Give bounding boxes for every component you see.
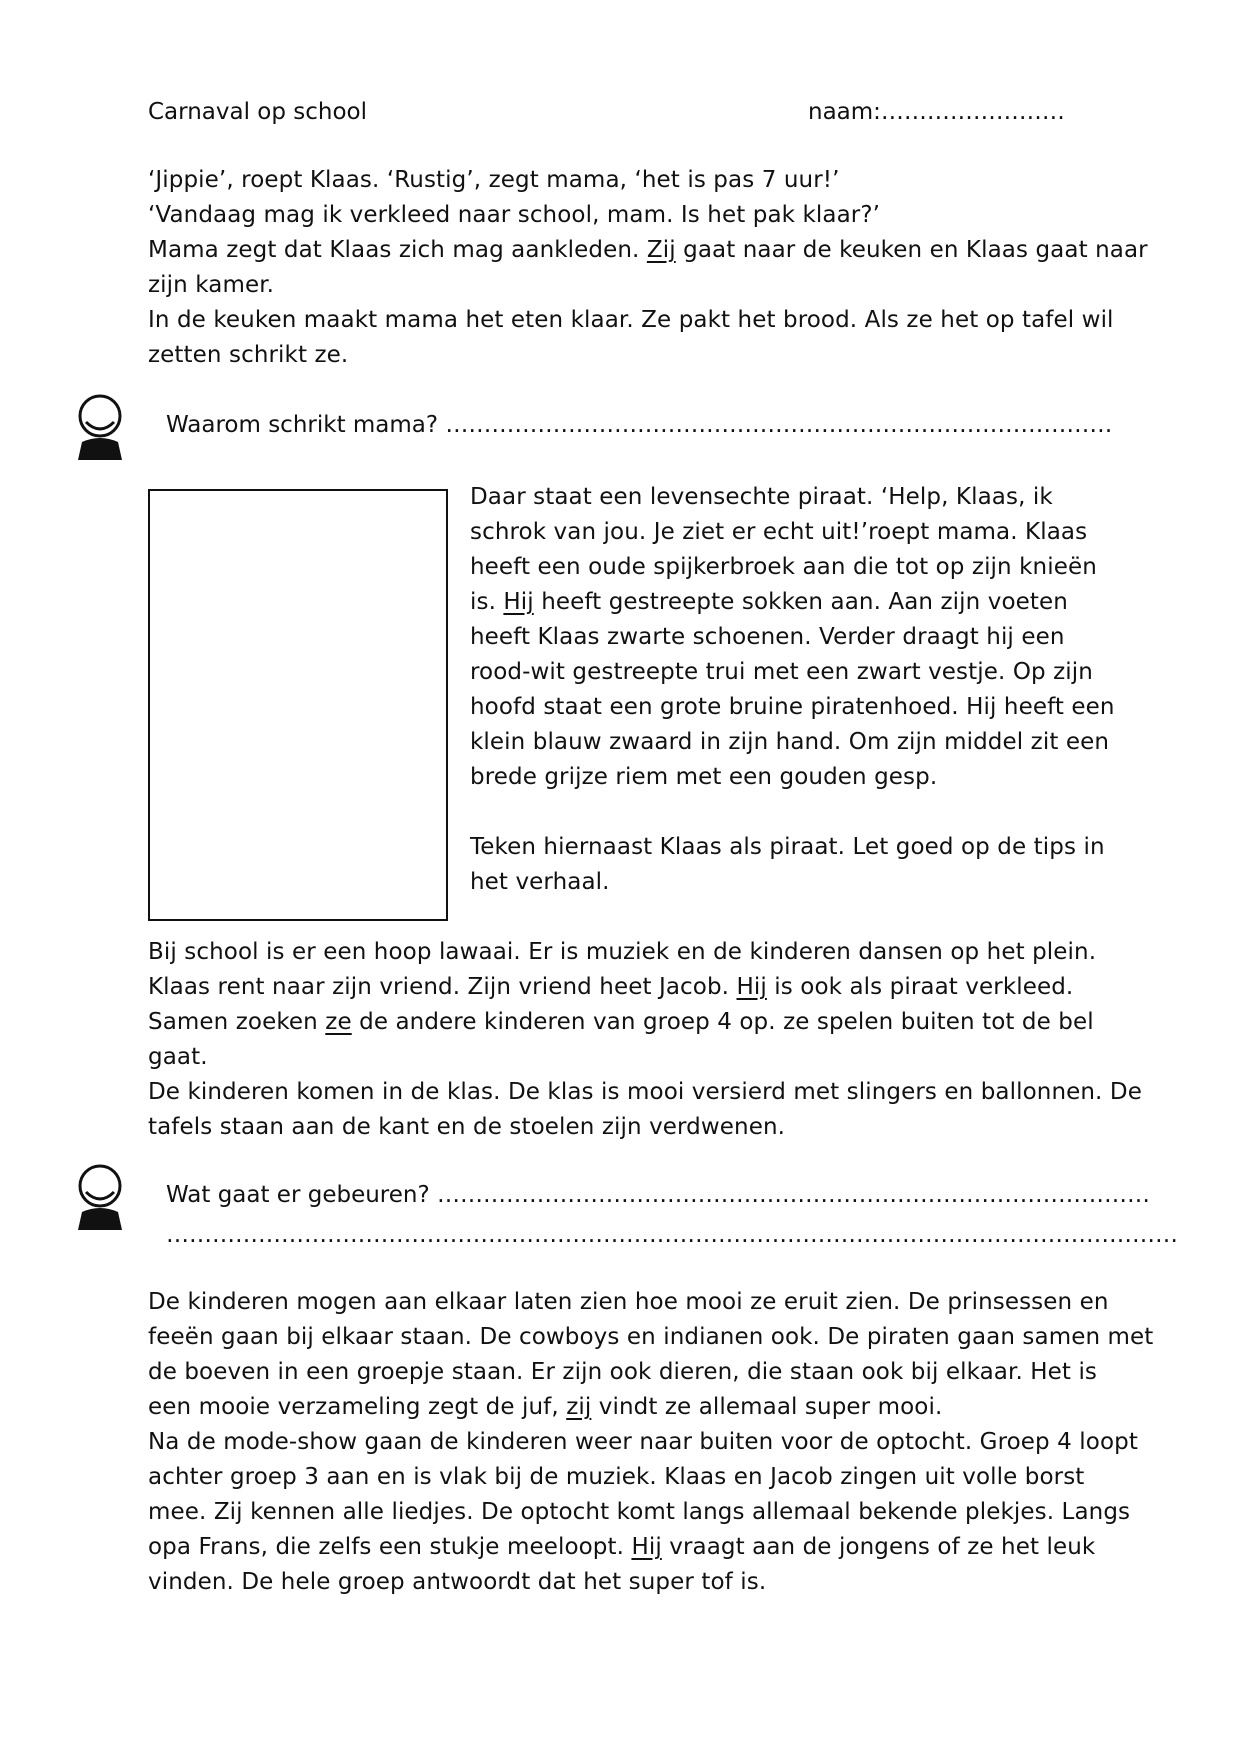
underlined-pronoun: ze [325,1009,352,1035]
school-line: De kinderen komen in de klas. De klas is mooi versierd met slingers en ballonnen. De [148,1079,1142,1105]
show-line: De kinderen mogen aan elkaar laten zien hoe mooi ze eruit zien. De prinsessen en [148,1289,1109,1315]
show-line: een mooie verzameling zegt de juf, zij vindt ze allemaal super mooi. [148,1394,943,1420]
show-line: mee. Zij kennen alle liedjes. De optocht komt langs allemaal bekende plekjes. Langs [148,1499,1131,1525]
school-line: Klaas rent naar zijn vriend. Zijn vriend heet Jacob. Hij is ook als piraat verkleed. [148,974,1074,1000]
name-field[interactable]: naam:…………………… [808,99,1065,125]
intro-line: zetten schrikt ze. [148,342,349,368]
pirate-line: Daar staat een levensechte piraat. ‘Help, Klaas, ik [470,484,1053,510]
worksheet-title: Carnaval op school [148,99,368,125]
underlined-pronoun: Zij [646,237,676,263]
school-line: Bij school is er een hoop lawaai. Er is muziek en de kinderen dansen op het plein. [148,939,1097,965]
draw-instruction: Teken hiernaast Klaas als piraat. Let goed op de tips in [470,834,1105,860]
intro-line: Mama zegt dat Klaas zich mag aankleden. Zij gaat naar de keuken en Klaas gaat naar [148,237,1148,263]
show-line: vinden. De hele groep antwoordt dat het super tof is. [148,1569,767,1595]
draw-instruction: het verhaal. [470,869,610,895]
intro-line: zijn kamer. [148,272,275,298]
intro-line: ‘Vandaag mag ik verkleed naar school, mam. Is het pak klaar?’ [148,202,881,228]
show-line: opa Frans, die zelfs een stukje meeloopt. Hij vraagt aan de jongens of ze het leuk [148,1534,1096,1560]
intro-line: ‘Jippie’, roept Klaas. ‘Rustig’, zegt mama, ‘het is pas 7 uur!’ [148,167,840,193]
intro-line: In de keuken maakt mama het eten klaar. Ze pakt het brood. Als ze het op tafel wil [148,307,1114,333]
drawing-box[interactable] [148,489,448,921]
pirate-line: brede grijze riem met een gouden gesp. [470,764,938,790]
school-line: gaat. [148,1044,208,1070]
thinking-head-icon [72,392,128,460]
show-line: de boeven in een groepje staan. Er zijn ook dieren, die staan ook bij elkaar. Het is [148,1359,1098,1385]
show-line: Na de mode-show gaan de kinderen weer naar buiten voor de optocht. Groep 4 loopt [148,1429,1138,1455]
pirate-line: schrok van jou. Je ziet er echt uit!’roept mama. Klaas [470,519,1088,545]
show-line: achter groep 3 aan en is vlak bij de muziek. Klaas en Jacob zingen uit volle borst [148,1464,1085,1490]
pirate-line: hoofd staat een grote bruine piratenhoed. Hij heeft een [470,694,1115,720]
pirate-line: klein blauw zwaard in zijn hand. Om zijn middel zit een [470,729,1110,755]
thinking-head-icon [72,1162,128,1230]
question-wat-gaat-er-gebeuren[interactable]: Wat gaat er gebeuren? ………………………………………………………………………………… [166,1182,1151,1208]
school-line: Samen zoeken ze de andere kinderen van groep 4 op. ze spelen buiten tot de bel [148,1009,1094,1035]
underlined-pronoun: Hij [503,589,534,615]
underlined-pronoun: Hij [631,1534,662,1560]
pirate-line: heeft een oude spijkerbroek aan die tot op zijn knieën [470,554,1097,580]
underlined-pronoun: zij [566,1394,592,1420]
pirate-line: heeft Klaas zwarte schoenen. Verder draagt hij een [470,624,1065,650]
question-waarom-schrikt-mama[interactable]: Waarom schrikt mama? …………………………………………………………………………… [166,412,1113,438]
underlined-pronoun: Hij [736,974,767,1000]
pirate-line: is. Hij heeft gestreepte sokken aan. Aan zijn voeten [470,589,1068,615]
school-line: tafels staan aan de kant en de stoelen zijn verdwenen. [148,1114,786,1140]
show-line: feeën gaan bij elkaar staan. De cowboys en indianen ook. De piraten gaan samen met [148,1324,1154,1350]
answer-line[interactable]: …………………………………………………………………………………………………………………… [166,1222,1178,1248]
pirate-line: rood-wit gestreepte trui met een zwart vestje. Op zijn [470,659,1093,685]
